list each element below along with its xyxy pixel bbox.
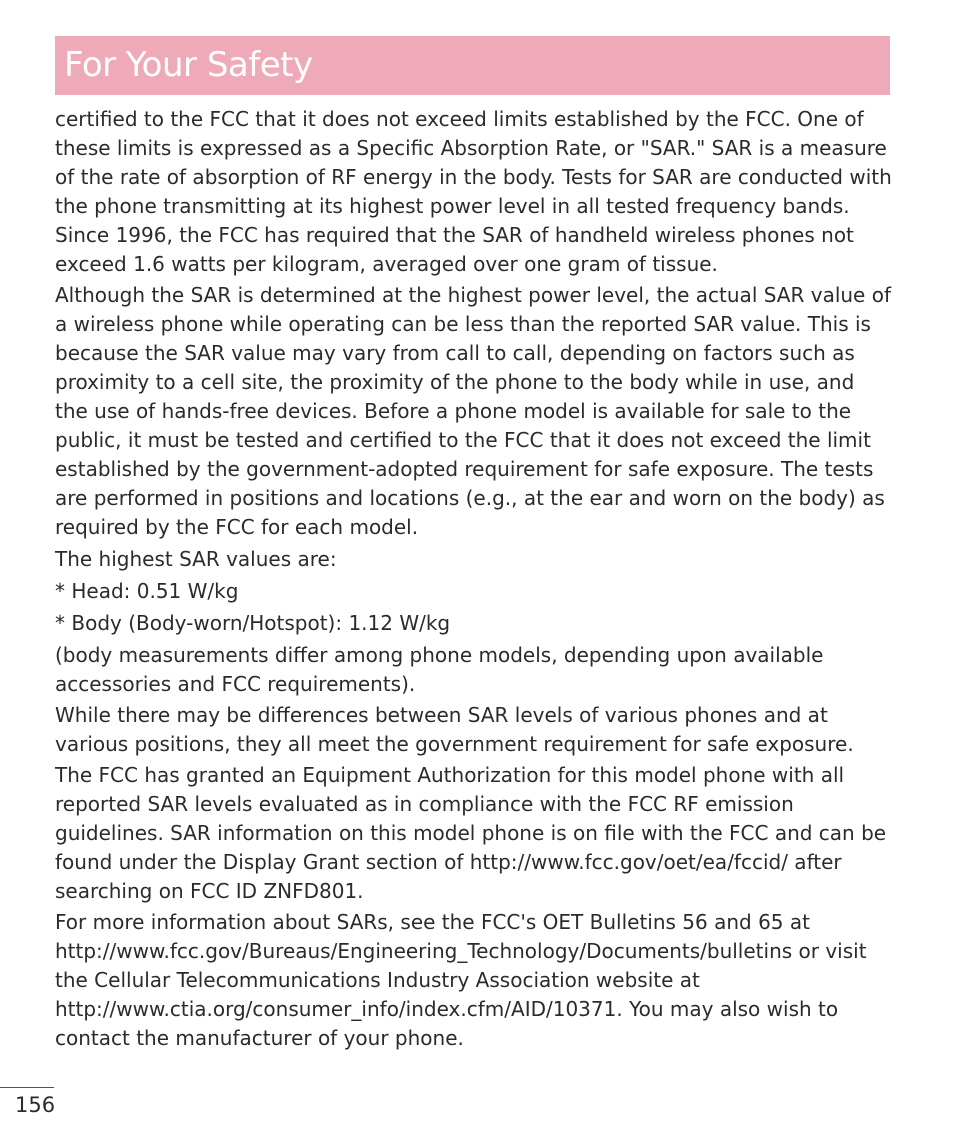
footer-divider (0, 1087, 54, 1088)
page-number: 156 (15, 1093, 56, 1117)
paragraph-highest-sar-intro: The highest SAR values are: (55, 547, 337, 571)
list-item-body-sar: * Body (Body-worn/Hotspot): 1.12 W/kg (55, 611, 451, 635)
paragraph-body-measurements-note: (body measurements differ among phone models, depending upon available accessories and FCC requirements). (55, 643, 824, 696)
paragraph-sar-variation: Although the SAR is determined at the highest power level, the actual SAR value of a wireless phone while operating can be less than the reported SAR value. This is because the SAR value may vary from call to call, depending on factors such as proximity to a cell site, the proximity of the phone to the body while in use, and the use of hands-free devices. Before a phone model is available for sale to the public, it must be tested and certified to the FCC that it does not exceed the limit established by the government-adopted requirement for safe exposure. The tests are performed in positions and locations (e.g., at the ear and worn on the body) as required by the FCC for each model. (55, 283, 891, 539)
list-item-head-sar: * Head: 0.51 W/kg (55, 579, 239, 603)
paragraph-sar-definition: certified to the FCC that it does not exceed limits established by the FCC. One of these limits is expressed as a Specific Absorption Rate, or "SAR." SAR is a measure of the rate of absorption of RF energy in the body. Tests for SAR are conducted with the phone transmitting at its highest power level in all tested frequency bands. Since 1996, the FCC has required that the SAR of handheld wireless phones not exceed 1.6 watts per kilogram, averaged over one gram of tissue. (55, 107, 892, 276)
body-text (55, 105, 893, 1053)
paragraph-more-information: For more information about SARs, see the FCC's OET Bulletins 56 and 65 at http://www.fcc.gov/Bureaus/Engineering_Technology/Documents/bulletins or visit the Cellular Telecommunications Industry Association website at http://www.ctia.org/consumer_info/index.cfm/AID/10371. You may also wish to contact the manufacturer of your phone. (55, 910, 867, 1050)
paragraph-sar-differences: While there may be differences between SAR levels of various phones and at various positions, they all meet the government requirement for safe exposure. (55, 703, 854, 756)
section-title: For Your Safety (64, 45, 313, 85)
paragraph-equipment-authorization: The FCC has granted an Equipment Authorization for this model phone with all reported SAR levels evaluated as in compliance with the FCC RF emission guidelines. SAR information on this model phone is on file with the FCC and can be found under the Display Grant section of http://www.fcc.gov/oet/ea/fccid/ after searching on FCC ID ZNFD801. (55, 763, 887, 903)
section-header-bar (55, 36, 890, 95)
